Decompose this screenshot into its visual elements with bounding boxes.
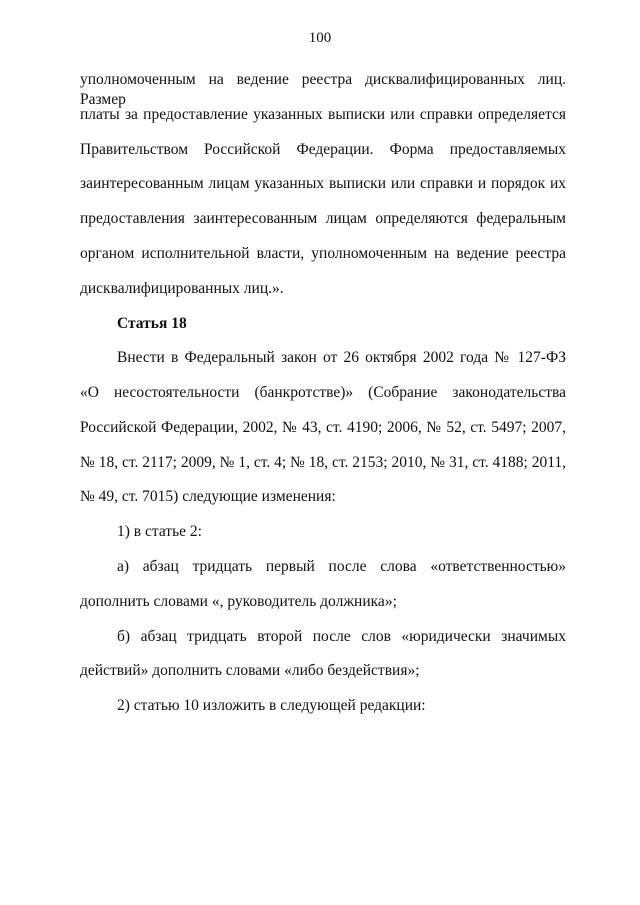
paragraph-line: Правительством Российской Федерации. Форма предоставляемых (80, 141, 566, 158)
paragraph-line: № 18, ст. 2117; 2009, № 1, ст. 4; № 18, ст. 2153; 2010, № 31, ст. 4188; 2011, (80, 454, 566, 471)
page-number: 100 (308, 30, 332, 46)
paragraph-line: дисквалифицированных лиц.». (80, 280, 284, 297)
paragraph-line: органом исполнительной власти, уполномоченным на ведение реестра (80, 245, 566, 262)
paragraph-line: платы за предоставление указанных выписки или справки определяется (80, 106, 566, 123)
paragraph-line: Российской Федерации, 2002, № 43, ст. 4190; 2006, № 52, ст. 5497; 2007, (80, 419, 566, 436)
list-item: 2) статью 10 изложить в следующей редакции: (117, 697, 426, 714)
paragraph-line: № 49, ст. 7015) следующие изменения: (80, 488, 336, 505)
list-item: 1) в статье 2: (117, 523, 202, 540)
list-item: б) абзац тридцать второй после слов «юридически значимых (117, 628, 566, 645)
article-heading: Статья 18 (117, 315, 187, 332)
paragraph-line: действий» дополнить словами «либо бездействия»; (80, 662, 420, 679)
paragraph-line: предоставления заинтересованным лицам определяются федеральным (80, 210, 566, 227)
paragraph-line: заинтересованным лицам указанных выписки или справки и порядок их (80, 175, 566, 192)
list-item: а) абзац тридцать первый после слова «ответственностью» (117, 558, 566, 575)
paragraph-line: дополнить словами «, руководитель должника»; (80, 593, 397, 610)
paragraph-line: уполномоченным на ведение реестра дисквалифицированных лиц. Размер (80, 71, 566, 108)
paragraph-line: Внести в Федеральный закон от 26 октября 2002 года № 127-ФЗ (117, 349, 566, 366)
paragraph-line: «О несостоятельности (банкротстве)» (Собрание законодательства (80, 384, 566, 401)
